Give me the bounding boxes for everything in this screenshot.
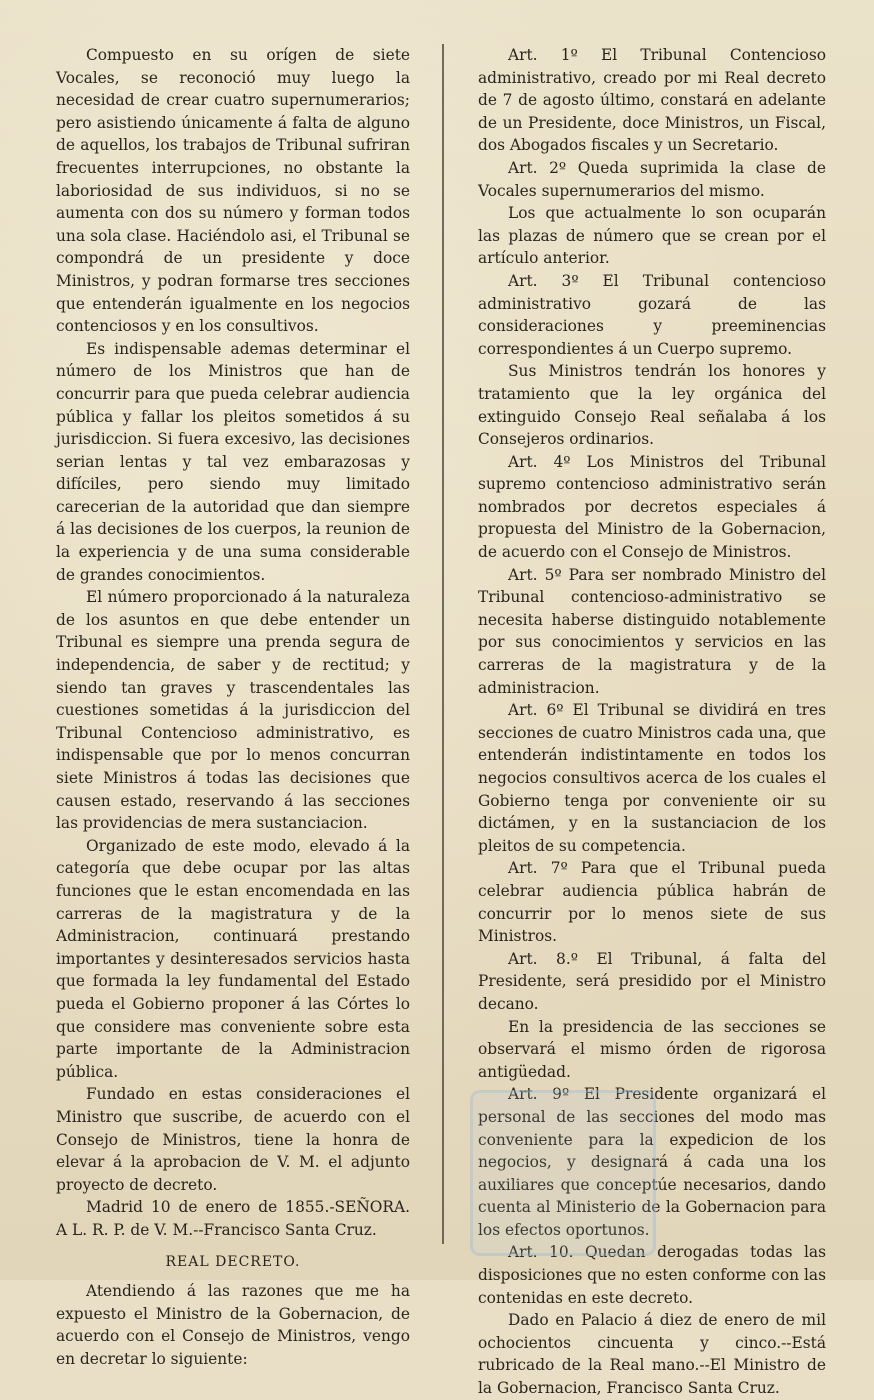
article-paragraph: Art. 4º Los Ministros del Tribunal supremo contencioso administrativo serán nombrados por decretos especiales á propuesta del Ministro de la Gobernacion, de acuerdo con el Consejo de Ministros. <box>478 452 826 562</box>
paragraph: Fundado en estas consideraciones el Ministro que suscribe, de acuerdo con el Consejo de Ministros, tiene la honra de elevar á la aprobacion de V. M. el adjunto proyecto de decreto. <box>56 1085 410 1194</box>
article-paragraph: Art. 2º Queda suprimida la clase de Vocales supernumerarios del mismo. <box>478 158 826 200</box>
article-paragraph: Art. 3º El Tribunal contencioso administrativo gozará de las consideraciones y preeminencias correspondientes á un Cuerpo supremo. <box>478 271 826 358</box>
article-paragraph: Art. 10. Quedan derogadas todas las disposiciones que no esten conforme con las contenidas en este decreto. <box>478 1243 826 1307</box>
paragraph: Los que actualmente lo son ocuparán las plazas de número que se crean por el artículo anterior. <box>478 204 826 268</box>
left-column <box>56 44 410 1370</box>
paragraph: Organizado de este modo, elevado á la categoría que debe ocupar por las altas funciones que le estan encomendada en las carreras de la magistratura y de la Administracion, continuará prestando importantes y desinteresados servicios hasta que formada la ley fundamental del Estado pueda el Gobierno proponer á las Córtes lo que considere mas conveniente sobre esta parte importante de la Administracion pública. <box>56 836 410 1081</box>
paragraph: Sus Ministros tendrán los honores y tratamiento que la ley orgánica del extinguido Consejo Real señalaba á los Consejeros ordinarios. <box>478 362 826 449</box>
column-divider <box>442 44 444 1244</box>
paragraph: En la presidencia de las secciones se observará el mismo órden de rigorosa antigüedad. <box>478 1017 826 1081</box>
paragraph: El número proporcionado á la naturaleza de los asuntos en que debe entender un Tribunal es siempre una prenda segura de independencia, de saber y de rectitud; y siendo tan graves y trascendentales las cuestiones sometidas á la jurisdiccion del Tribunal Contencioso administrativo, es indispensable que por lo menos concurran siete Ministros á todas las decisiones que causen estado, reservando á las secciones las providencias de mera sustanciacion. <box>56 588 410 833</box>
article-paragraph: Art. 7º Para que el Tribunal pueda celebrar audiencia pública habrán de concurrir por lo menos siete de sus Ministros. <box>478 859 826 946</box>
article-paragraph: Art. 5º Para ser nombrado Ministro del Tribunal contencioso-administrativo se necesita haberse distinguido notablemente por sus conocimientos y servicios en las carreras de la magistratura y de la administracion. <box>478 565 826 697</box>
signature-line: Madrid 10 de enero de 1855.-SEÑORA. A L. R. P. de V. M.--Francisco Santa Cruz. <box>56 1198 410 1239</box>
decree-heading: REAL DECRETO. <box>165 1254 301 1271</box>
paragraph: Es indispensable ademas determinar el número de los Ministros que han de concurrir para que pueda celebrar audiencia pública y fallar los pleitos sometidos á su jurisdiccion. Si fuera excesivo, las decisiones serian lentas y tal vez embarazosas y difíciles, pero siendo muy limitado carecerian de la autoridad que dan siempre á las decisiones de los cuerpos, la reunion de la experiencia y de una suma considerable de grandes conocimientos. <box>56 339 410 584</box>
article-paragraph: Art. 9º El Presidente organizará el personal de las secciones del modo mas conveniente para la expedicion de los negocios, y designará á cada una los auxiliares que conceptúe necesarios, dando cuenta al Ministerio de la Gobernacion para los efectos oportunos. <box>478 1085 826 1239</box>
paragraph: Atendiendo á las razones que me ha expuesto el Ministro de la Gobernacion, de acuerdo con el Consejo de Ministros, vengo en decretar lo siguiente: <box>56 1282 410 1368</box>
article-paragraph: Art. 8.º El Tribunal, á falta del Presidente, será presidido por el Ministro decano. <box>478 949 826 1013</box>
closing-paragraph: Dado en Palacio á diez de enero de mil ochocientos cincuenta y cinco.--Está rubricado de la Real mano.--El Ministro de la Gobernacion, Francisco Santa Cruz. <box>478 1311 826 1398</box>
article-paragraph: Art. 6º El Tribunal se dividirá en tres secciones de cuatro Ministros cada una, que entenderán indistintamente en todos los negocios consultivos acerca de los cuales el Gobierno tenga por conveniente oir su dictámen, y en la sustanciacion de los pleitos de su competencia. <box>478 701 826 855</box>
article-paragraph: Art. 1º El Tribunal Contencioso administrativo, creado por mi Real decreto de 7 de agosto último, constará en adelante de un Presidente, doce Ministros, un Fiscal, dos Abogados fiscales y un Secretario. <box>478 46 826 155</box>
library-stamp <box>470 1090 656 1256</box>
paragraph: Compuesto en su orígen de siete Vocales, se reconoció muy luego la necesidad de crear cuatro supernumerarios; pero asistiendo únicamente á falta de alguno de aquellos, los trabajos de Tribunal sufriran frecuentes interrupciones, no obstante la laboriosidad de sus individuos, si no se aumenta con dos su número y forman todos una sola clase. Haciéndolo asi, el Tribunal se compondrá de un presidente y doce Ministros, y podran formarse tres secciones que entenderán igualmente en los negocios contenciosos y en los consultivos. <box>56 46 410 336</box>
